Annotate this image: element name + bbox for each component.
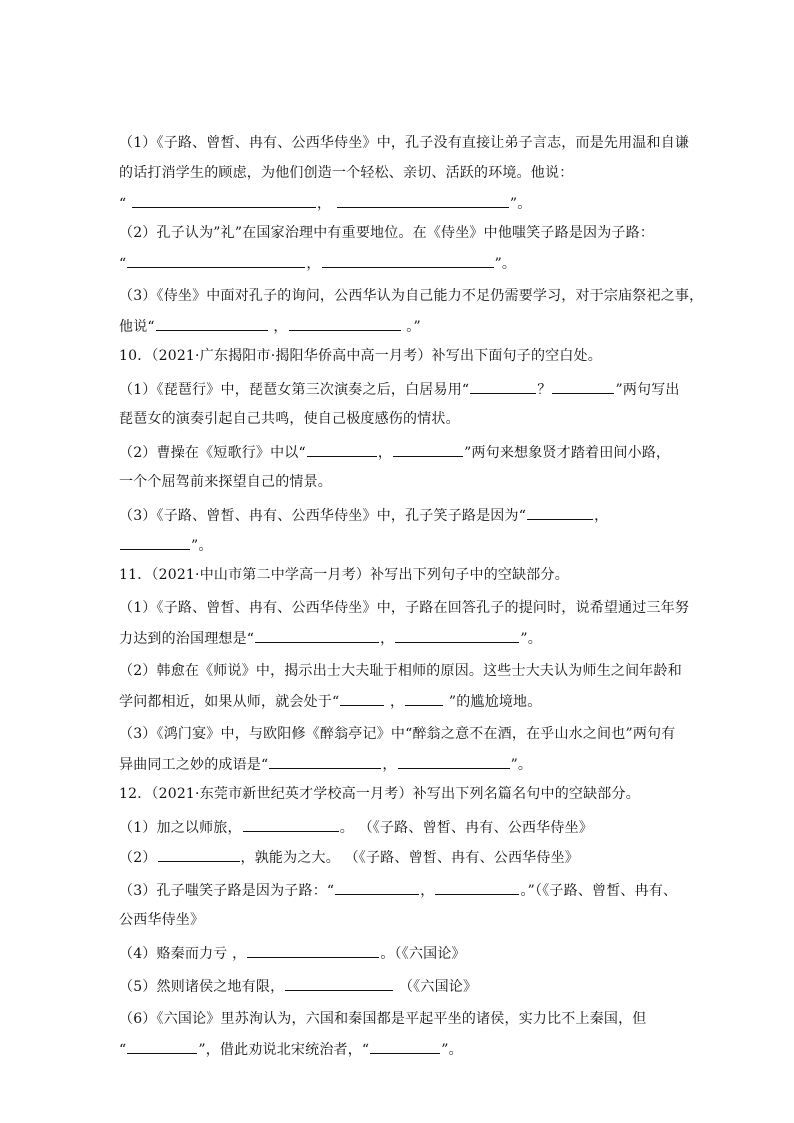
answer-blank[interactable] <box>370 1039 440 1054</box>
answer-blank[interactable] <box>552 379 614 394</box>
answer-blank[interactable] <box>435 880 519 895</box>
text: ， <box>594 508 609 524</box>
text-line <box>119 223 654 243</box>
answer-blank[interactable] <box>395 628 519 643</box>
text: （2）曹操在《短歌行》中以“ <box>119 445 306 461</box>
answer-line <box>119 754 532 775</box>
answer-blank[interactable] <box>340 691 384 706</box>
answer-blank[interactable] <box>127 253 305 268</box>
answer-line <box>119 976 477 997</box>
question-heading <box>119 784 640 804</box>
text: ， <box>380 631 395 647</box>
text-line <box>119 286 703 306</box>
answer-blank[interactable] <box>120 535 190 550</box>
answer-blank[interactable] <box>158 847 240 862</box>
text: （1）《琵琶行》中，琵琶女第三次演奏之后，白居易用“ <box>119 382 470 398</box>
text: ， <box>317 196 332 212</box>
text: 。 （《子路、曾皙、冉有、公西华侍坐》 <box>339 820 593 836</box>
text: （2）韩愈在《师说》中，揭示出士大夫耻于相师的原因。这些士大夫认为师生之间年龄和 <box>119 663 682 679</box>
text: ”。 <box>509 196 532 212</box>
text: （1）《子路、曾皙、冉有、公西华侍坐》中，孔子没有直接让弟子言志，而是先用温和自谦 <box>119 135 690 151</box>
text: 琵琶女的演奏引起自己共鸣，使自己极度感伤的情状。 <box>119 411 460 427</box>
text: 。” <box>406 319 421 335</box>
answer-blank[interactable] <box>335 880 419 895</box>
text: “ <box>119 196 127 212</box>
text: ”。 <box>494 256 517 272</box>
text: 一个个屈驾前来探望自己的情景。 <box>119 474 332 490</box>
text: 他说“ <box>119 319 155 335</box>
text: ， <box>420 883 435 899</box>
answer-blank[interactable] <box>247 943 379 958</box>
answer-line <box>119 943 466 964</box>
text: 力达到的治国理想是“ <box>119 631 255 647</box>
text: （2） <box>119 850 157 866</box>
text-line <box>119 661 682 681</box>
answer-blank[interactable] <box>307 442 377 457</box>
answer-line <box>119 1039 463 1060</box>
answer-blank[interactable] <box>322 253 494 268</box>
text-line <box>119 472 332 492</box>
text: ”两句来想象贤才踏着田间小路， <box>464 445 671 461</box>
text: 11．（2021·中山市第二中学高一月考）补写出下列句子中的空缺部分。 <box>119 567 569 583</box>
text: （1）加之以师旅， <box>119 820 242 836</box>
text: （5）然则诸侯之地有限， <box>119 979 285 995</box>
text: （1）《子路、曾皙、冉有、公西华侍坐》中，子路在回答孔子的提问时，说希望通过三年努 <box>119 600 690 616</box>
answer-line <box>119 253 516 274</box>
text-line <box>119 133 689 153</box>
answer-blank[interactable] <box>132 193 316 208</box>
text: ”的尴尬境地。 <box>448 694 542 710</box>
text: ”。 <box>191 538 213 554</box>
answer-blank[interactable] <box>285 976 393 991</box>
text: 。（《六国论》 <box>380 946 466 962</box>
answer-blank[interactable] <box>398 754 510 769</box>
answer-blank[interactable] <box>393 442 463 457</box>
answer-blank[interactable] <box>337 193 509 208</box>
text: ， <box>273 319 288 335</box>
text-line <box>119 163 573 183</box>
answer-line <box>119 193 531 214</box>
answer-line <box>119 505 608 526</box>
text: （4）赂秦而力亏 ， <box>119 946 247 962</box>
text: （2）孔子认为”礼”在国家治理中有重要地位。在《侍坐》中他嗤笑子路是因为子路： <box>119 225 655 241</box>
text: ， <box>306 256 321 272</box>
answer-blank[interactable] <box>269 754 381 769</box>
text: 。”（《子路、曾皙、冉有、 <box>520 883 678 899</box>
text: ， <box>390 694 405 710</box>
text: （3）《鸿门宴》中，与欧阳修《醉翁亭记》中“醉翁之意不在酒，在乎山水之间也”两句有 <box>119 726 676 742</box>
question-heading <box>119 565 569 585</box>
text: 公西华侍坐》 <box>119 912 205 928</box>
text-line <box>119 598 689 618</box>
answer-line <box>119 628 542 649</box>
text: 12．（2021·东莞市新世纪英才学校高一月考）补写出下列名篇名句中的空缺部分。 <box>119 786 640 802</box>
answer-line <box>119 691 541 712</box>
answer-line <box>119 535 213 556</box>
answer-blank[interactable] <box>470 379 536 394</box>
text: ， <box>382 757 397 773</box>
text: ， <box>377 445 393 461</box>
text-line <box>119 910 204 930</box>
text: （6）《六国论》里苏洵认为，六国和秦国都是平起平坐的诸侯，实力比不上秦国，但 <box>119 1011 647 1027</box>
text-line <box>119 1009 647 1029</box>
text: 10．（2021·广东揭阳市·揭阳华侨高中高一月考）补写出下面句子的空白处。 <box>119 348 602 364</box>
text: ”两句写出 <box>615 382 680 398</box>
text: ”。 <box>441 1042 463 1058</box>
text: ”。 <box>510 757 533 773</box>
text: 异曲同工之妙的成语是“ <box>119 757 269 773</box>
text: （3）《子路、曾皙、冉有、公西华侍坐》中，孔子笑子路是因为“ <box>119 508 527 524</box>
answer-line <box>119 880 677 901</box>
answer-blank[interactable] <box>405 691 443 706</box>
text: ？ <box>537 382 552 398</box>
text: ”。 <box>520 631 542 647</box>
answer-blank[interactable] <box>127 1039 197 1054</box>
answer-line <box>119 817 593 838</box>
question-heading <box>119 346 602 366</box>
text: 学问都相近，如果从师，就会处于“ <box>119 694 340 710</box>
text: （《六国论》 <box>394 979 478 995</box>
answer-line <box>119 316 421 337</box>
text: （3）孔子嗤笑子路是因为子路：“ <box>119 883 335 899</box>
answer-blank[interactable] <box>527 505 593 520</box>
text: 的话打消学生的顾虑，为他们创造一个轻松、亲切、活跃的环境。他说： <box>119 165 574 181</box>
answer-blank[interactable] <box>243 817 339 832</box>
answer-blank[interactable] <box>156 316 268 331</box>
text: “ <box>119 1042 127 1058</box>
answer-line <box>119 442 670 463</box>
text-line <box>119 724 675 744</box>
answer-blank[interactable] <box>255 628 379 643</box>
answer-blank[interactable] <box>289 316 401 331</box>
answer-line <box>119 847 579 868</box>
answer-line <box>119 379 680 400</box>
text: ，孰能为之大。 （《子路、曾皙、冉有、公西华侍坐》 <box>240 850 579 866</box>
text: ”，借此劝说北宋统治者，“ <box>198 1042 370 1058</box>
text: （3）《侍坐》中面对孔子的询问，公西华认为自己能力不足仍需要学习，对于宗庙祭祀之事， <box>119 288 704 304</box>
text: “ <box>119 256 127 272</box>
text-line <box>119 409 460 429</box>
